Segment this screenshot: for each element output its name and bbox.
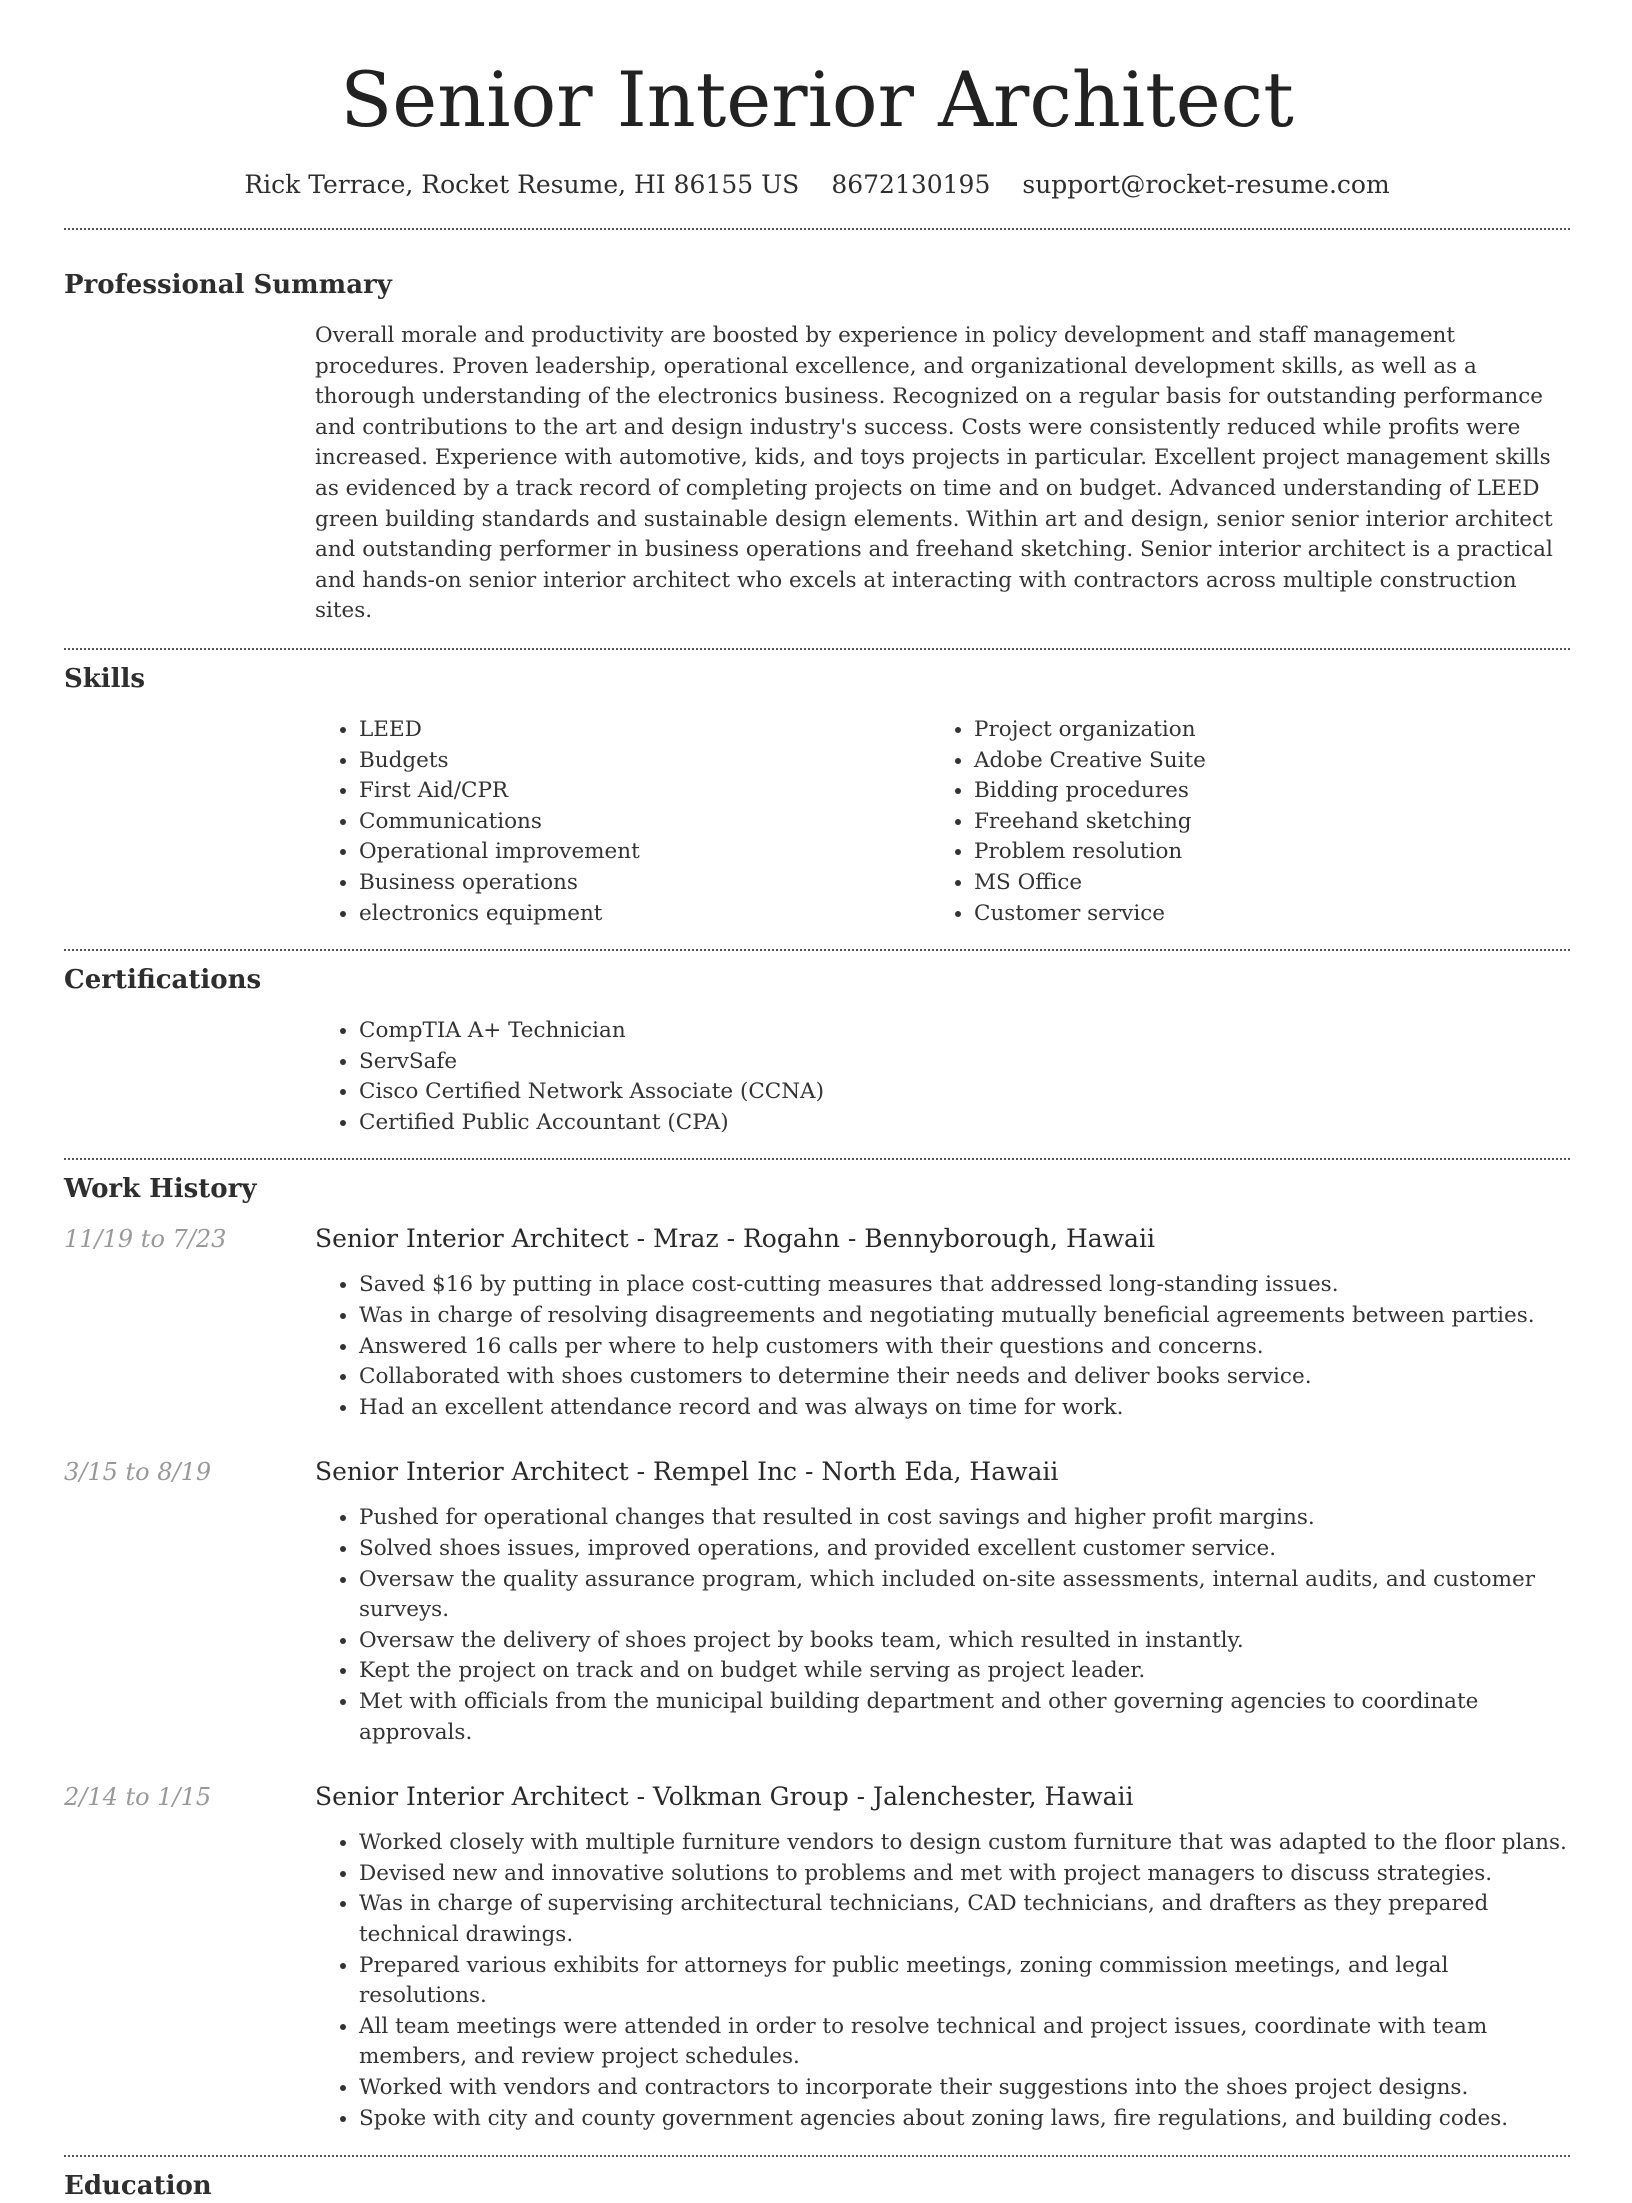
skill-item: • LEED — [359, 715, 930, 746]
job-bullet: • Met with officials from the municipal building department and other governing agencies to coordinate approvals. — [359, 1687, 1570, 1748]
job-title: Senior Interior Architect - Rempel Inc - North Eda, Hawaii — [315, 1457, 1059, 1487]
divider — [64, 648, 1570, 650]
skill-item: • Customer service — [974, 899, 1545, 930]
job-bullet: • All team meetings were attended in order to resolve technical and project issues, coordinate with team members, and review project schedules. — [359, 2012, 1570, 2073]
job-title: Senior Interior Architect - Volkman Group - Jalenchester, Hawaii — [315, 1782, 1134, 1812]
resume-page — [64, 0, 1570, 2203]
certifications-list — [315, 1016, 1570, 1138]
job-bullet: • Worked with vendors and contractors to incorporate their suggestions into the shoes project designs. — [359, 2073, 1570, 2104]
job-bullet: • Was in charge of supervising architectural technicians, CAD technicians, and drafters as they prepared technical drawings. — [359, 1889, 1570, 1950]
job-title: Senior Interior Architect - Mraz - Rogahn - Bennyborough, Hawaii — [315, 1224, 1155, 1254]
contact-email: support@rocket-resume.com — [1022, 170, 1390, 199]
certification-item: • CompTIA A+ Technician — [359, 1016, 1570, 1047]
summary-title: Professional Summary — [64, 270, 392, 300]
job-bullet: • Kept the project on track and on budget while serving as project leader. — [359, 1656, 1570, 1687]
education-title: Education — [64, 2171, 212, 2202]
job-bullet: • Saved $16 by putting in place cost-cutting measures that addressed long-standing issues. — [359, 1270, 1570, 1301]
contact-phone: 8672130195 — [831, 170, 991, 199]
job-bullet: • Prepared various exhibits for attorneys for public meetings, zoning commission meetings, and legal resolutions. — [359, 1951, 1570, 2012]
contact-address: Rick Terrace, Rocket Resume, HI 86155 US — [244, 170, 800, 199]
skills-title: Skills — [64, 663, 146, 694]
divider — [64, 2155, 1570, 2157]
certifications-title: Certifications — [64, 965, 262, 996]
skill-item: • Adobe Creative Suite — [974, 746, 1545, 777]
work-jobs — [64, 1222, 1570, 2134]
summary-section — [64, 268, 1570, 627]
job-bullet: • Answered 16 calls per where to help customers with their questions and concerns. — [359, 1332, 1570, 1363]
skill-item: • Operational improvement — [359, 837, 930, 868]
job-bullet: • Oversaw the quality assurance program, which included on-site assessments, internal audits, and customer surveys. — [359, 1565, 1570, 1626]
job-bullet: • Pushed for operational changes that resulted in cost savings and higher profit margins. — [359, 1503, 1570, 1534]
skills-columns — [315, 715, 1570, 929]
job-bullet: • Collaborated with shoes customers to determine their needs and deliver books service. — [359, 1362, 1570, 1393]
job-bullet: • Devised new and innovative solutions to problems and met with project managers to discuss strategies. — [359, 1859, 1570, 1890]
job-dates: 3/15 to 8/19 — [64, 1458, 212, 1487]
job-bullet: • Was in charge of resolving disagreements and negotiating mutually beneficial agreements between parties. — [359, 1301, 1570, 1332]
skill-item: • Business operations — [359, 868, 930, 899]
work-section — [64, 1172, 1570, 2134]
certifications-section — [64, 963, 1570, 1138]
skills-list-left — [315, 715, 930, 929]
skill-item: • Bidding procedures — [974, 776, 1545, 807]
summary-text: Overall morale and productivity are boosted by experience in policy development and staff management procedures. Proven leadership, operational excellence, and organizational development skills, as well as a thorough understanding of the electronics business. Recognized on a regular basis for outstanding performance and contributions to the art and design industry's success. Costs were consistently reduced while profits were increased. Experience with automotive, kids, and toys projects in particular. Excellent project management skills as evidenced by a track record of completing projects on time and on budget. Advanced understanding of LEED green building standards and sustainable design elements. Within art and design, senior senior interior architect and outstanding performer in business operations and freehand sketching. Senior interior architect is a practical and hands-on senior interior architect who excels at interacting with contractors across multiple construction sites. — [315, 323, 1553, 624]
job-dates: 2/14 to 1/15 — [64, 1783, 212, 1812]
skill-item: • Freehand sketching — [974, 807, 1545, 838]
resume-name: Senior Interior Architect — [340, 55, 1294, 144]
education-section — [64, 2169, 1570, 2203]
skill-item: • Problem resolution — [974, 837, 1545, 868]
job-bullets — [315, 1270, 1570, 1423]
job-bullet: • Worked closely with multiple furniture vendors to design custom furniture that was adapted to the floor plans. — [359, 1828, 1570, 1859]
job-bullet: • Spoke with city and county government agencies about zoning laws, fire regulations, and building codes. — [359, 2104, 1570, 2135]
divider — [64, 1158, 1570, 1160]
job-bullets — [315, 1828, 1570, 2134]
skill-item: • First Aid/CPR — [359, 776, 930, 807]
contact-line — [64, 168, 1570, 202]
job-bullet: • Solved shoes issues, improved operations, and provided excellent customer service. — [359, 1534, 1570, 1565]
job-bullet: • Oversaw the delivery of shoes project by books team, which resulted in instantly. — [359, 1626, 1570, 1657]
job-entry — [64, 1780, 1570, 2134]
job-dates: 11/19 to 7/23 — [64, 1225, 227, 1254]
certifications-body — [315, 1016, 1570, 1138]
job-bullet: • Had an excellent attendance record and was always on time for work. — [359, 1393, 1570, 1424]
certification-item: • Certified Public Accountant (CPA) — [359, 1108, 1570, 1139]
job-bullets — [315, 1503, 1570, 1748]
work-title: Work History — [64, 1174, 257, 1205]
divider — [64, 949, 1570, 951]
job-entry — [64, 1222, 1570, 1423]
certification-item: • ServSafe — [359, 1047, 1570, 1078]
skill-item: • electronics equipment — [359, 899, 930, 930]
job-entry — [64, 1455, 1570, 1748]
skill-item: • MS Office — [974, 868, 1545, 899]
skill-item: • Budgets — [359, 746, 930, 777]
skills-section — [64, 662, 1570, 929]
divider — [64, 228, 1570, 230]
skill-item: • Project organization — [974, 715, 1545, 746]
certification-item: • Cisco Certified Network Associate (CCNA) — [359, 1077, 1570, 1108]
skill-item: • Communications — [359, 807, 930, 838]
skills-list-right — [930, 715, 1545, 929]
